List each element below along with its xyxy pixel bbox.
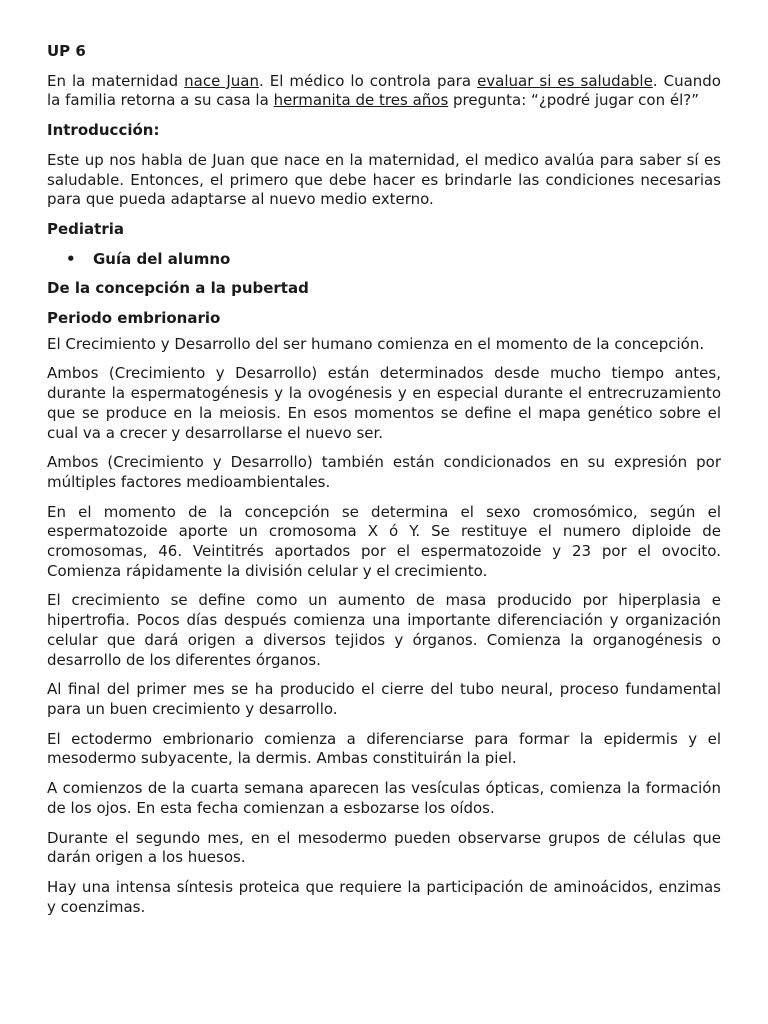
- body-paragraph-5: El crecimiento se define como un aumento de masa producido por hiperplasia e hipertrofia. Pocos días después comienza una importante diferenciación y organización celular que dará origen a diversos tejidos y órganos. Comienza la organogénesis o desarrollo de los diferentes órganos.: [47, 591, 721, 669]
- subsection-heading: Periodo embrionario: [47, 309, 221, 328]
- case-underline-evaluar: evaluar si es saludable: [477, 71, 653, 90]
- section-heading: De la concepción a la pubertad: [47, 279, 309, 298]
- pediatria-heading: Pediatria: [47, 219, 124, 238]
- body-paragraph-1: El Crecimiento y Desarrollo del ser humano comienza en el momento de la concepción.: [47, 334, 705, 353]
- bullet-item: [47, 250, 721, 270]
- case-underline-hermanita: hermanita de tres años: [273, 91, 449, 110]
- bullet-item-label: Guía del alumno: [93, 249, 231, 268]
- introduccion-paragraph: Este up nos habla de Juan que nace en la maternidad, el medico avalúa para saber sí es saludable. Entonces, el primero que debe hacer es brindarle las condiciones necesarias para que pueda adaptarse al nuevo medio externo.: [47, 150, 721, 209]
- case-text-1: En la maternidad: [47, 71, 185, 90]
- case-text-4: pregunta: “¿podré jugar con él?”: [448, 91, 699, 110]
- body-paragraph-10: Hay una intensa síntesis proteica que requiere la participación de aminoácidos, enzimas y coenzimas.: [47, 877, 721, 916]
- body-paragraph-3: Ambos (Crecimiento y Desarrollo) también están condicionados en su expresión por múltiples factores medioambientales.: [47, 453, 721, 491]
- case-text-2: . El médico lo controla para: [258, 71, 478, 90]
- body-paragraph-4: En el momento de la concepción se determina el sexo cromosómico, según el espermatozoide aporte un cromosoma X ó Y. Se restituye el numero diploide de cromosomas, 46. Veintitrés aportados por el espermatozoide y 23 por el ovocito. Comienza rápidamente la división celular y el crecimiento.: [47, 502, 721, 580]
- body-paragraph-2: Ambos (Crecimiento y Desarrollo) están determinados desde mucho tiempo antes, durante la espermatogénesis y la ovogénesis y en especial durante el entrecruzamiento que se produce en la meiosis. En esos momentos se define el mapa genético sobre el cual va a crecer y desarrollarse el nuevo ser.: [47, 364, 721, 442]
- case-text-3: . Cuando la familia retorna a su casa la: [47, 71, 721, 110]
- body-paragraph-7: El ectodermo embrionario comienza a diferenciarse para formar la epidermis y el mesodermo subyacente, la dermis. Ambas constituirán la piel.: [47, 729, 721, 768]
- body-paragraph-6: Al final del primer mes se ha producido el cierre del tubo neural, proceso fundamental para un buen crecimiento y desarrollo.: [47, 680, 721, 718]
- case-paragraph: [47, 72, 721, 111]
- document-title: UP 6: [47, 42, 86, 60]
- bullet-list: [47, 250, 721, 270]
- bullet-glyph: •: [66, 249, 76, 268]
- body-paragraph-9: Durante el segundo mes, en el mesodermo pueden observarse grupos de células que darán origen a los huesos.: [47, 828, 721, 867]
- body-paragraph-8: A comienzos de la cuarta semana aparecen las vesículas ópticas, comienza la formación de los ojos. En esta fecha comienzan a esbozarse los oídos.: [47, 779, 721, 817]
- case-underline-nace-juan: nace Juan: [184, 71, 259, 90]
- introduccion-heading: Introducción:: [47, 121, 160, 140]
